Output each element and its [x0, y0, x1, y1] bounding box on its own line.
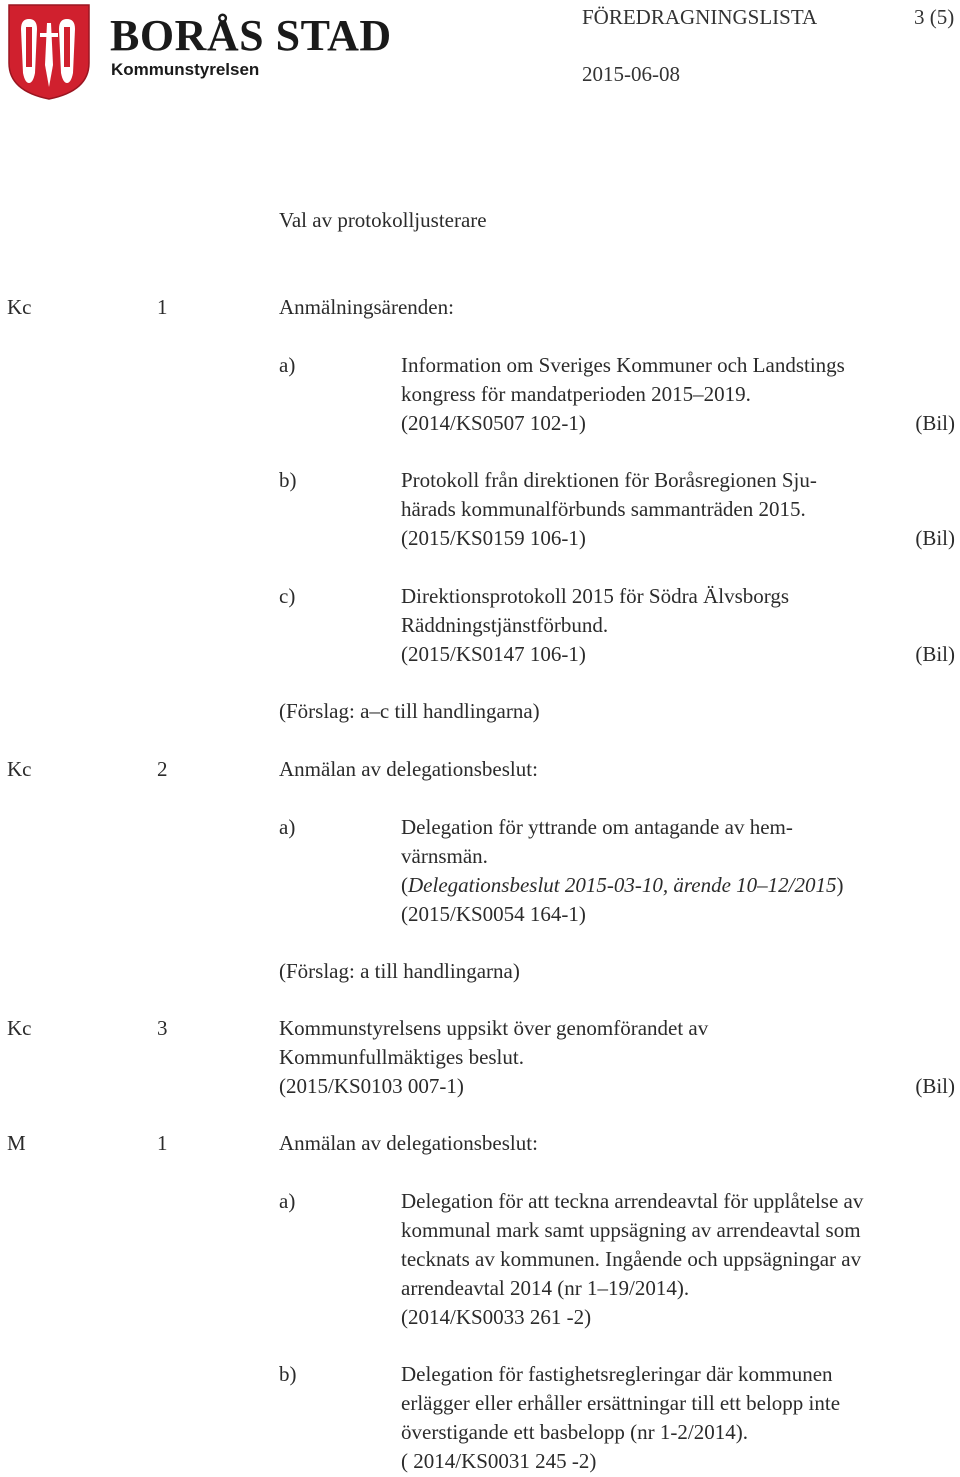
section-code: Kc — [7, 757, 32, 781]
item-text: Delegation för fastighetsregleringar där kommunen — [401, 1362, 833, 1386]
section-code: M — [7, 1131, 26, 1155]
section-title: Anmälan av delegationsbeslut: — [279, 1131, 538, 1155]
item-reference: (2015/KS0147 106-1) — [401, 642, 586, 666]
item-reference: (2015/KS0054 164-1) — [401, 902, 586, 926]
delegation-decision: Delegationsbeslut 2015-03-10, ärende 10–12/2015 — [408, 873, 837, 897]
org-name: BORÅS STAD — [110, 11, 392, 60]
item-text: kommunal mark samt uppsägning av arrendeavtal som — [401, 1218, 861, 1242]
item-letter: b) — [279, 468, 297, 492]
item-letter: b) — [279, 1362, 297, 1386]
item-text: kongress för mandatperioden 2015–2019. — [401, 382, 751, 406]
item-text: Direktionsprotokoll 2015 för Södra Älvsborgs — [401, 584, 790, 608]
section-title: Anmälan av delegationsbeslut: — [279, 757, 538, 781]
item-text: värnsmän. — [401, 844, 488, 868]
item-reference: (2014/KS0507 102-1) — [401, 411, 586, 435]
intro-heading: Val av protokolljusterare — [279, 208, 487, 232]
delegation-note — [401, 871, 844, 900]
section-number: 1 — [157, 295, 168, 319]
proposal-text: (Förslag: a till handlingarna) — [279, 959, 520, 983]
item-letter: a) — [279, 353, 296, 377]
section-title: Anmälningsärenden: — [279, 295, 454, 319]
document-date: 2015-06-08 — [582, 62, 680, 86]
section-number: 3 — [157, 1016, 168, 1040]
section-code: Kc — [7, 1016, 32, 1040]
attachment-marker: (Bil) — [915, 642, 955, 666]
paren-close: ) — [836, 873, 844, 897]
item-text: Delegation för att teckna arrendeavtal för upplåtelse av — [401, 1189, 864, 1213]
item-text: Delegation för yttrande om antagande av hem- — [401, 815, 793, 839]
item-text: tecknats av kommunen. Ingående och uppsägningar av — [401, 1247, 862, 1271]
page-number: 3 (5) — [914, 5, 955, 29]
coat-of-arms-icon — [7, 3, 91, 101]
attachment-marker: (Bil) — [915, 1074, 955, 1098]
proposal-text: (Förslag: a–c till handlingarna) — [279, 699, 540, 723]
item-reference: (2015/KS0103 007-1) — [279, 1074, 464, 1098]
item-text: härads kommunalförbunds sammanträden 2015. — [401, 497, 806, 521]
section-text: Kommunstyrelsens uppsikt över genomförandet av — [279, 1016, 709, 1040]
item-text: Information om Sveriges Kommuner och Landstings — [401, 353, 845, 377]
item-letter: c) — [279, 584, 296, 608]
item-text: Protokoll från direktionen för Boråsregionen Sju- — [401, 468, 817, 492]
item-letter: a) — [279, 1189, 296, 1213]
item-text: överstigande ett basbelopp (nr 1-2/2014). — [401, 1420, 748, 1444]
section-text: Kommunfullmäktiges beslut. — [279, 1045, 524, 1069]
item-letter: a) — [279, 815, 296, 839]
document-type: FÖREDRAGNINGSLISTA — [582, 5, 818, 29]
item-text: erlägger eller erhåller ersättningar till ett belopp inte — [401, 1391, 841, 1415]
section-number: 2 — [157, 757, 168, 781]
org-subtitle: Kommunstyrelsen — [111, 60, 260, 79]
item-reference: ( 2014/KS0031 245 -2) — [401, 1449, 597, 1473]
section-number: 1 — [157, 1131, 168, 1155]
item-reference: (2014/KS0033 261 -2) — [401, 1305, 592, 1329]
paren-open: ( — [401, 873, 408, 897]
attachment-marker: (Bil) — [915, 411, 955, 435]
item-reference: (2015/KS0159 106-1) — [401, 526, 586, 550]
item-text: Räddningstjänstförbund. — [401, 613, 609, 637]
item-text: arrendeavtal 2014 (nr 1–19/2014). — [401, 1276, 690, 1300]
attachment-marker: (Bil) — [915, 526, 955, 550]
section-code: Kc — [7, 295, 32, 319]
